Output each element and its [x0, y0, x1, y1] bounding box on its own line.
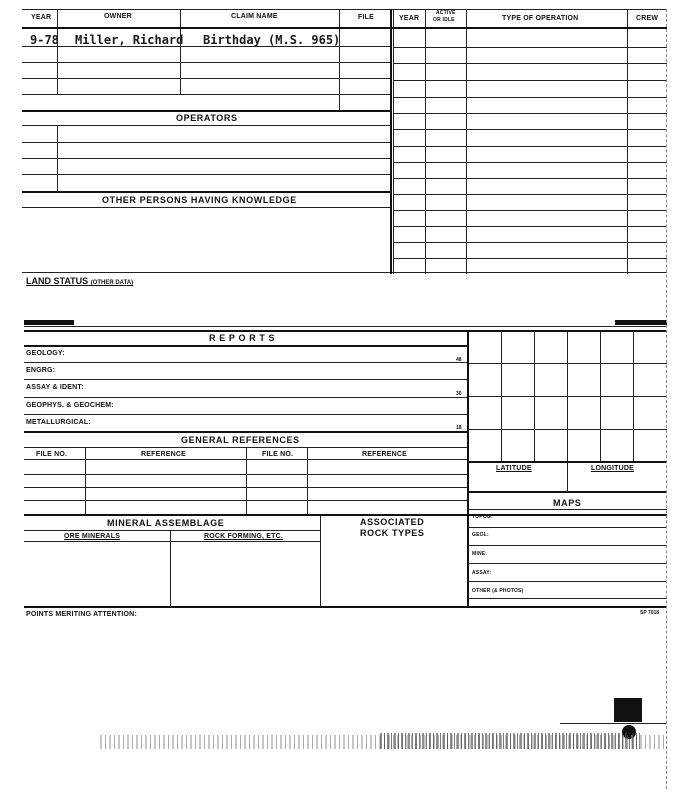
maps-title: MAPS	[553, 498, 582, 508]
col-line	[425, 9, 426, 274]
row-line	[394, 242, 667, 243]
row-line	[394, 129, 667, 130]
report-code: 30	[456, 391, 462, 397]
row-line	[468, 545, 667, 546]
report-assay: ASSAY & IDENT:	[26, 384, 84, 391]
longitude-label: LONGITUDE	[591, 465, 635, 472]
map-mine: MINE:	[472, 551, 488, 557]
header-year-2: YEAR	[399, 15, 420, 22]
ref-col-reference-2: REFERENCE	[362, 451, 407, 458]
other-persons-label: OTHER PERSONS HAVING KNOWLEDGE	[102, 195, 297, 205]
row-line	[22, 125, 390, 126]
row-line	[22, 62, 390, 63]
ref-col-file-no-2: FILE NO.	[262, 451, 294, 458]
row-line	[394, 178, 667, 179]
entry-year: 9-78	[30, 33, 59, 47]
scan-block	[614, 698, 642, 722]
col-line	[567, 331, 568, 491]
col-line	[627, 9, 628, 274]
row-line	[468, 563, 667, 564]
land-status-label: LAND STATUS	[26, 276, 89, 286]
header-owner: OWNER	[104, 13, 132, 20]
report-engrg: ENGRG:	[26, 367, 56, 374]
rule	[24, 431, 467, 433]
row-line	[468, 598, 667, 599]
report-metallurgical: METALLURGICAL:	[26, 419, 91, 426]
operators-label: OPERATORS	[176, 113, 238, 123]
rule	[22, 27, 667, 29]
col-line	[467, 330, 469, 608]
row-line	[24, 530, 320, 531]
map-assay: ASSAY:	[472, 570, 492, 576]
entry-owner: Miller, Richard	[75, 33, 184, 47]
rule	[24, 345, 467, 347]
rule	[22, 191, 390, 193]
rule	[560, 723, 667, 724]
associated-label-1: ASSOCIATED	[360, 517, 425, 527]
rule	[22, 110, 390, 112]
col-line	[390, 9, 392, 274]
land-status-heading	[26, 276, 133, 286]
map-topog: TOPOG:	[472, 514, 493, 520]
associated-label-2: ROCK TYPES	[360, 528, 425, 538]
row-line	[394, 226, 667, 227]
form-number: SP 7018	[640, 610, 660, 616]
row-line	[22, 78, 390, 79]
report-geophys: GEOPHYS. & GEOCHEM:	[26, 402, 114, 409]
col-line	[393, 9, 394, 274]
header-crew: CREW	[636, 15, 659, 22]
map-geol: GEOL:	[472, 532, 489, 538]
row-line	[394, 113, 667, 114]
row-line	[394, 47, 667, 48]
rule	[24, 330, 667, 332]
edge-line	[666, 9, 667, 789]
row-line	[468, 581, 667, 582]
rule	[468, 461, 667, 463]
col-line	[57, 46, 58, 94]
row-line	[22, 174, 390, 175]
rule	[24, 514, 667, 516]
header-file: FILE	[358, 14, 374, 21]
report-code: 18	[456, 425, 462, 431]
row-line	[22, 46, 390, 47]
ref-col-reference: REFERENCE	[141, 451, 186, 458]
col-line	[170, 530, 171, 607]
rule	[24, 606, 667, 608]
band-right	[615, 320, 667, 325]
row-line	[24, 397, 467, 398]
row-line	[24, 541, 320, 542]
row-line	[394, 194, 667, 195]
header-active-2: OR IDLE	[433, 17, 455, 23]
rock-forming-label: ROCK FORMING, ETC.	[204, 533, 284, 540]
rule	[22, 9, 667, 10]
report-code: 48	[456, 357, 462, 363]
header-claim-name: CLAIM NAME	[231, 13, 278, 20]
row-line	[468, 509, 667, 510]
latitude-label: LATITUDE	[496, 465, 532, 472]
col-line	[85, 447, 86, 514]
col-line	[339, 9, 340, 110]
ore-minerals-label: ORE MINERALS	[64, 533, 121, 540]
row-line	[22, 142, 390, 143]
row-line	[468, 527, 667, 528]
header-year: YEAR	[31, 14, 52, 21]
rule	[468, 491, 667, 493]
col-line	[57, 125, 58, 191]
row-line	[468, 396, 667, 397]
col-line	[320, 515, 321, 607]
row-line	[22, 272, 667, 273]
map-other: OTHER (& PHOTOS)	[472, 588, 524, 594]
entry-claim-name: Birthday (M.S. 965)	[203, 33, 341, 47]
row-line	[394, 146, 667, 147]
col-line	[307, 447, 308, 514]
col-line	[246, 447, 247, 514]
row-line	[22, 207, 390, 208]
header-type-of-operation: TYPE OF OPERATION	[502, 15, 579, 22]
col-line	[180, 9, 181, 94]
ref-col-file-no: FILE NO.	[36, 451, 68, 458]
general-references-title: GENERAL REFERENCES	[181, 435, 300, 445]
row-line	[468, 429, 667, 430]
land-status-sub: (OTHER DATA)	[90, 280, 134, 286]
reports-title: R E P O R T S	[209, 333, 276, 343]
row-line	[394, 162, 667, 163]
row-line	[394, 80, 667, 81]
header-active-1: ACTIVE	[436, 10, 456, 16]
row-line	[24, 379, 467, 380]
scan-noise-dense	[380, 733, 640, 749]
col-line	[466, 9, 467, 274]
col-line	[57, 9, 58, 46]
report-geology: GEOLOGY:	[26, 350, 65, 357]
row-line	[22, 94, 390, 95]
row-line	[24, 414, 467, 415]
points-label: POINTS MERITING ATTENTION:	[26, 611, 137, 618]
rule	[24, 326, 667, 327]
row-line	[22, 158, 390, 159]
row-line	[24, 362, 467, 363]
row-line	[394, 258, 667, 259]
row-line	[394, 97, 667, 98]
mineral-title: MINERAL ASSEMBLAGE	[107, 518, 225, 528]
row-line	[394, 210, 667, 211]
band-left	[24, 320, 74, 325]
row-line	[394, 63, 667, 64]
row-line	[468, 363, 667, 364]
